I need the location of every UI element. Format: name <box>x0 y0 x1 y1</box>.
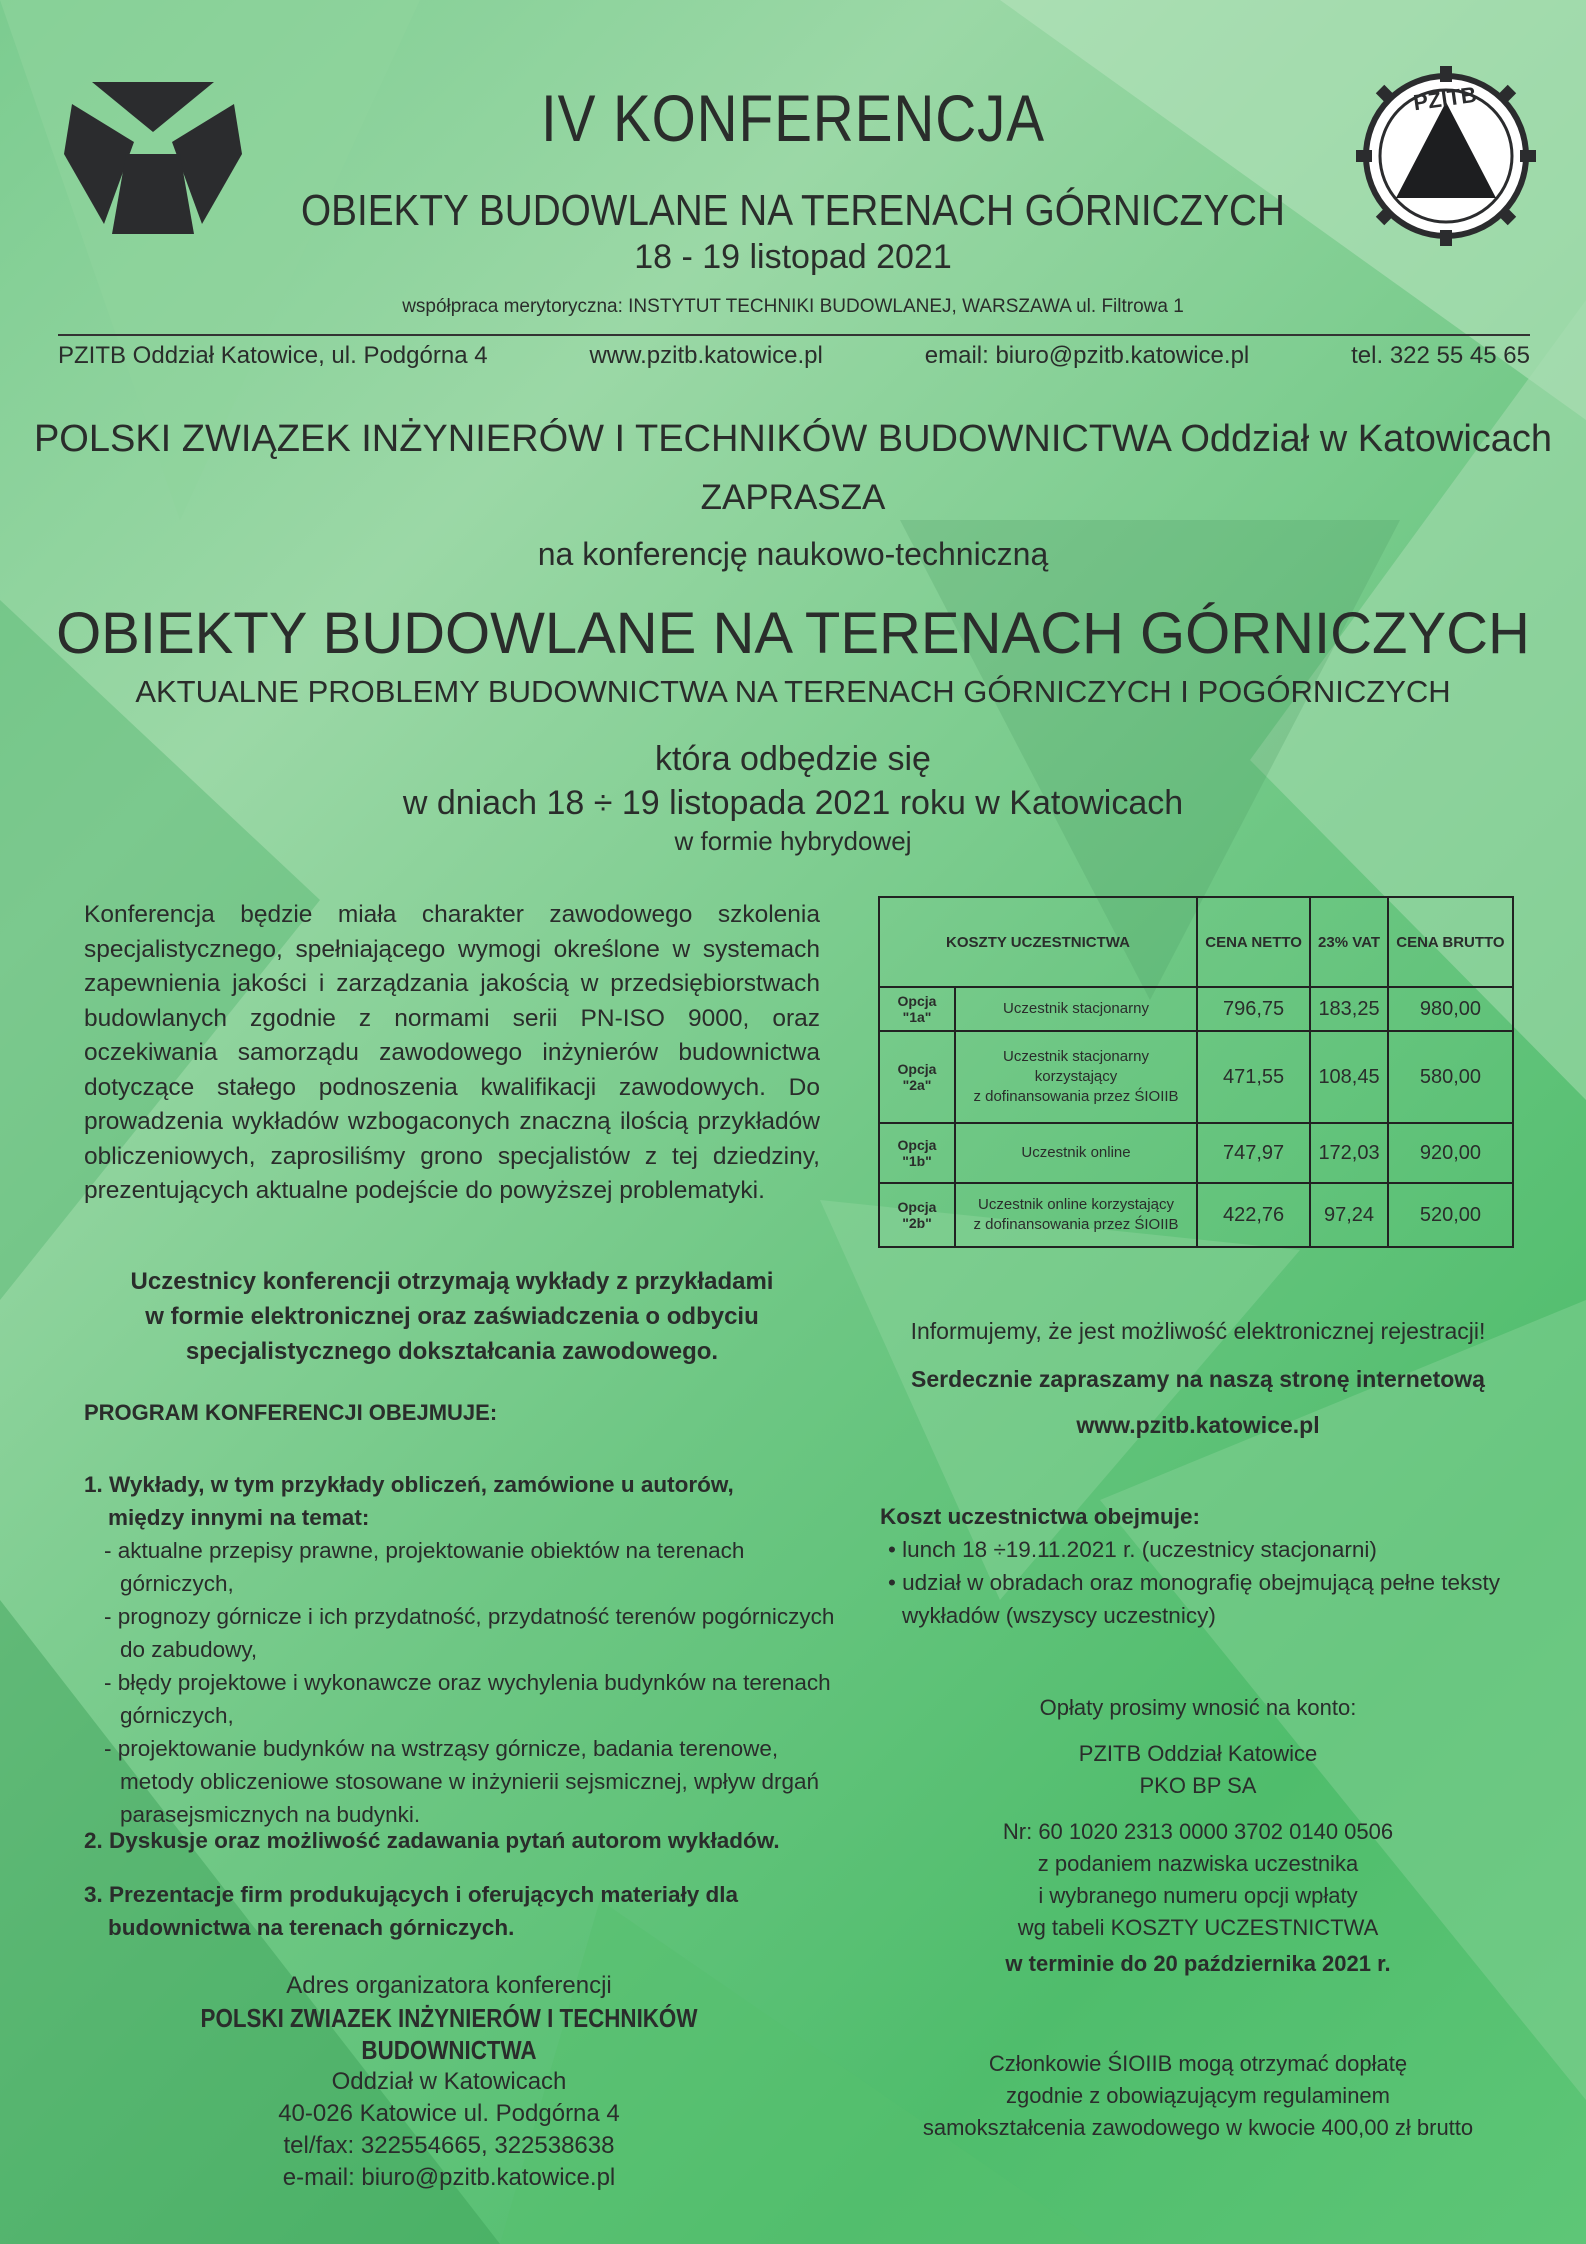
members-note <box>868 2048 1528 2144</box>
table-header: CENA BRUTTO <box>1388 897 1513 987</box>
cooperation-line: współpraca merytoryczna: INSTYTUT TECHNIKI BUDOWLANEJ, WARSZAWA ul. Filtrowa 1 <box>402 296 1184 317</box>
contact-phone: tel. 322 55 45 65 <box>1351 342 1530 369</box>
payment-bank: PKO BP SA <box>1139 1773 1257 1798</box>
option-cell: Opcja "1a" <box>879 987 955 1031</box>
organizer-name: POLSKI ZWIAZEK INŻYNIERÓW I TECHNIKÓW BUDOWNICTWA <box>200 2003 698 2065</box>
vat-cell: 183,25 <box>1310 987 1388 1031</box>
gross-cell: 580,00 <box>1388 1031 1513 1123</box>
payment-account: Nr: 60 1020 2313 0000 3702 0140 0506 <box>1002 1819 1394 1844</box>
program-item-1-title: 1. Wykłady, w tym przykłady obliczeń, zamówione u autorów, <box>84 1472 734 1497</box>
program-subitem: - prognozy górnicze i ich przydatność, przydatność terenów pogórniczych do zabudowy, <box>104 1604 835 1662</box>
header-divider <box>58 334 1530 336</box>
participants-note-line: Uczestnicy konferencji otrzymają wykłady z przykładami <box>130 1268 774 1295</box>
members-note-line: samokształcenia zawodowego w kwocie 400,00 zł brutto <box>922 2115 1474 2140</box>
net-cell: 747,97 <box>1197 1123 1310 1183</box>
table-row <box>879 1031 1513 1123</box>
members-note-line: zgodnie z obowiązującym regulaminem <box>1006 2083 1390 2108</box>
organization-line: POLSKI ZWIĄZEK INŻYNIERÓW I TECHNIKÓW BUDOWNICTWA Oddział w Katowicach <box>33 418 1553 460</box>
dates-place: w dniach 18 ÷ 19 listopada 2021 roku w Katowicach <box>402 784 1184 822</box>
program-item-1-title-cont: między innymi na temat: <box>108 1505 370 1530</box>
fee-includes-item: • udział w obradach oraz monografię obejmującą pełne teksty wykładów (wszyscy uczestnicy) <box>888 1570 1500 1628</box>
option-cell: Opcja "2b" <box>879 1183 955 1247</box>
program-item-3 <box>84 1878 844 1944</box>
gross-cell: 920,00 <box>1388 1123 1513 1183</box>
invitation-line: na konferencję naukowo-techniczną <box>537 536 1049 572</box>
description-cell: Uczestnik online <box>955 1123 1197 1183</box>
organizer-branch: Oddział w Katowicach <box>331 2068 567 2095</box>
fee-includes-heading: Koszt uczestnictwa obejmuje: <box>880 1504 1201 1529</box>
description-paragraph: Konferencja będzie miała charakter zawodowego szkolenia specjalistycznego, spełniającego wymogi określone w systemach zapewnienia jakości i zarządzania jakością w przedsiębiorstwach budowlanych zgodnie z normami serii PN-ISO 9000, oraz oczekiwania samorządu zawodowego inżynierów budownictwa dotyczące stałego podnoszenia kwalifikacji zawodowych. Do prowadzenia wykładów wzbogaconych znaczną ilością przykładów obliczeniowych, zaprosiliśmy grono specjalistów z tej dziedziny, prezentujących aktualne podejście do powyższej problematyki. <box>84 901 820 1204</box>
costs-table <box>878 896 1514 1248</box>
program-item-2: 2. Dyskusje oraz możliwość zadawania pytań autorom wykładów. <box>84 1828 780 1853</box>
net-cell: 422,76 <box>1197 1183 1310 1247</box>
vat-cell: 172,03 <box>1310 1123 1388 1183</box>
fee-includes-item: • lunch 18 ÷19.11.2021 r. (uczestnicy stacjonarni) <box>888 1537 1377 1562</box>
payment-deadline: w terminie do 20 października 2021 r. <box>1005 1951 1391 1976</box>
description-cell: Uczestnik online korzystający z dofinansowania przez ŚIOIIB <box>955 1183 1197 1247</box>
description-cell: Uczestnik stacjonarny korzystający z dofinansowania przez ŚIOIIB <box>955 1031 1197 1123</box>
organizer-street: 40-026 Katowice ul. Podgórna 4 <box>278 2100 620 2127</box>
participants-note-line: specjalistycznego dokształcania zawodowego. <box>185 1338 719 1365</box>
net-cell: 796,75 <box>1197 987 1310 1031</box>
table-header-row <box>879 897 1513 987</box>
program-subitem: - projektowanie budynków na wstrząsy górnicze, badania terenowe, metody obliczeniowe stosowane w inżynierii sejsmicznej, wpływ drgań parasejsmicznych na budynki. <box>104 1736 820 1827</box>
option-cell: Opcja "1b" <box>879 1123 955 1183</box>
program-subitem: - błędy projektowe i wykonawcze oraz wychylenia budynków na terenach górniczych, <box>104 1670 831 1728</box>
website-link[interactable]: www.pzitb.katowice.pl <box>1076 1412 1320 1438</box>
conference-form: w formie hybrydowej <box>674 826 912 856</box>
which-takes-place: która odbędzie się <box>655 740 931 778</box>
contact-address: PZITB Oddział Katowice, ul. Podgórna 4 <box>58 342 488 369</box>
table-header: CENA NETTO <box>1197 897 1310 987</box>
gross-cell: 520,00 <box>1388 1183 1513 1247</box>
option-cell: Opcja "2a" <box>879 1031 955 1123</box>
payment-note: wg tabeli KOSZTY UCZESTNICTWA <box>1017 1915 1379 1940</box>
table-row <box>879 987 1513 1031</box>
gross-cell: 980,00 <box>1388 987 1513 1031</box>
organizer-phone: tel/fax: 322554665, 322538638 <box>283 2132 615 2159</box>
table-row <box>879 1123 1513 1183</box>
program-subitem: - aktualne przepisy prawne, projektowanie obiektów na terenach górniczych, <box>104 1538 745 1596</box>
payment-recipient: PZITB Oddział Katowice <box>1078 1741 1318 1766</box>
net-cell: 471,55 <box>1197 1031 1310 1123</box>
main-subtitle: AKTUALNE PROBLEMY BUDOWNICTWA NA TERENACH GÓRNICZYCH I POGÓRNICZYCH <box>135 674 1451 709</box>
payment-info <box>868 1692 1528 1980</box>
table-row <box>879 1183 1513 1247</box>
participants-note-line: w formie elektronicznej oraz zaświadczenia o odbyciu <box>145 1303 759 1330</box>
main-title: OBIEKTY BUDOWLANE NA TERENACH GÓRNICZYCH <box>56 601 1530 666</box>
program-heading: PROGRAM KONFERENCJI OBEJMUJE: <box>84 1400 498 1425</box>
right-logo-text: PZITB <box>1411 81 1479 116</box>
organizer-heading: Adres organizatora konferencji <box>286 1972 612 1999</box>
website-invitation: Serdecznie zapraszamy na naszą stronę internetową <box>911 1366 1485 1392</box>
program-item-3-line: budownictwa na terenach górniczych. <box>108 1915 515 1940</box>
organizer-email[interactable]: e-mail: biuro@pzitb.katowice.pl <box>282 2164 616 2191</box>
program-item-1 <box>84 1468 844 1831</box>
conference-subtitle: OBIEKTY BUDOWLANE NA TERENACH GÓRNICZYCH <box>301 186 1285 235</box>
contact-website[interactable]: www.pzitb.katowice.pl <box>589 342 823 369</box>
organizer-address <box>84 1970 814 2194</box>
conference-dates: 18 - 19 listopad 2021 <box>634 238 952 276</box>
conference-title: IV KONFERENCJA <box>540 81 1046 155</box>
table-header: 23% VAT <box>1310 897 1388 987</box>
payment-note: z podaniem nazwiska uczestnika <box>1037 1851 1359 1876</box>
vat-cell: 97,24 <box>1310 1183 1388 1247</box>
payment-note: i wybranego numeru opcji wpłaty <box>1038 1883 1358 1908</box>
vat-cell: 108,45 <box>1310 1031 1388 1123</box>
table-header: KOSZTY UCZESTNICTWA <box>879 897 1197 987</box>
members-note-line: Członkowie ŚIOIIB mogą otrzymać dopłatę <box>988 2051 1408 2076</box>
description-cell: Uczestnik stacjonarny <box>955 987 1197 1031</box>
fee-includes <box>880 1500 1520 1632</box>
payment-heading: Opłaty prosimy wnosić na konto: <box>1039 1695 1357 1720</box>
contact-line <box>58 342 1530 370</box>
invites-word: ZAPRASZA <box>700 478 886 517</box>
online-registration-info: Informujemy, że jest możliwość elektronicznej rejestracji! <box>910 1318 1486 1344</box>
program-item-3-line: 3. Prezentacje firm produkujących i oferujących materiały dla <box>84 1882 739 1907</box>
contact-email[interactable]: email: biuro@pzitb.katowice.pl <box>924 342 1250 369</box>
participants-note <box>84 1264 820 1369</box>
